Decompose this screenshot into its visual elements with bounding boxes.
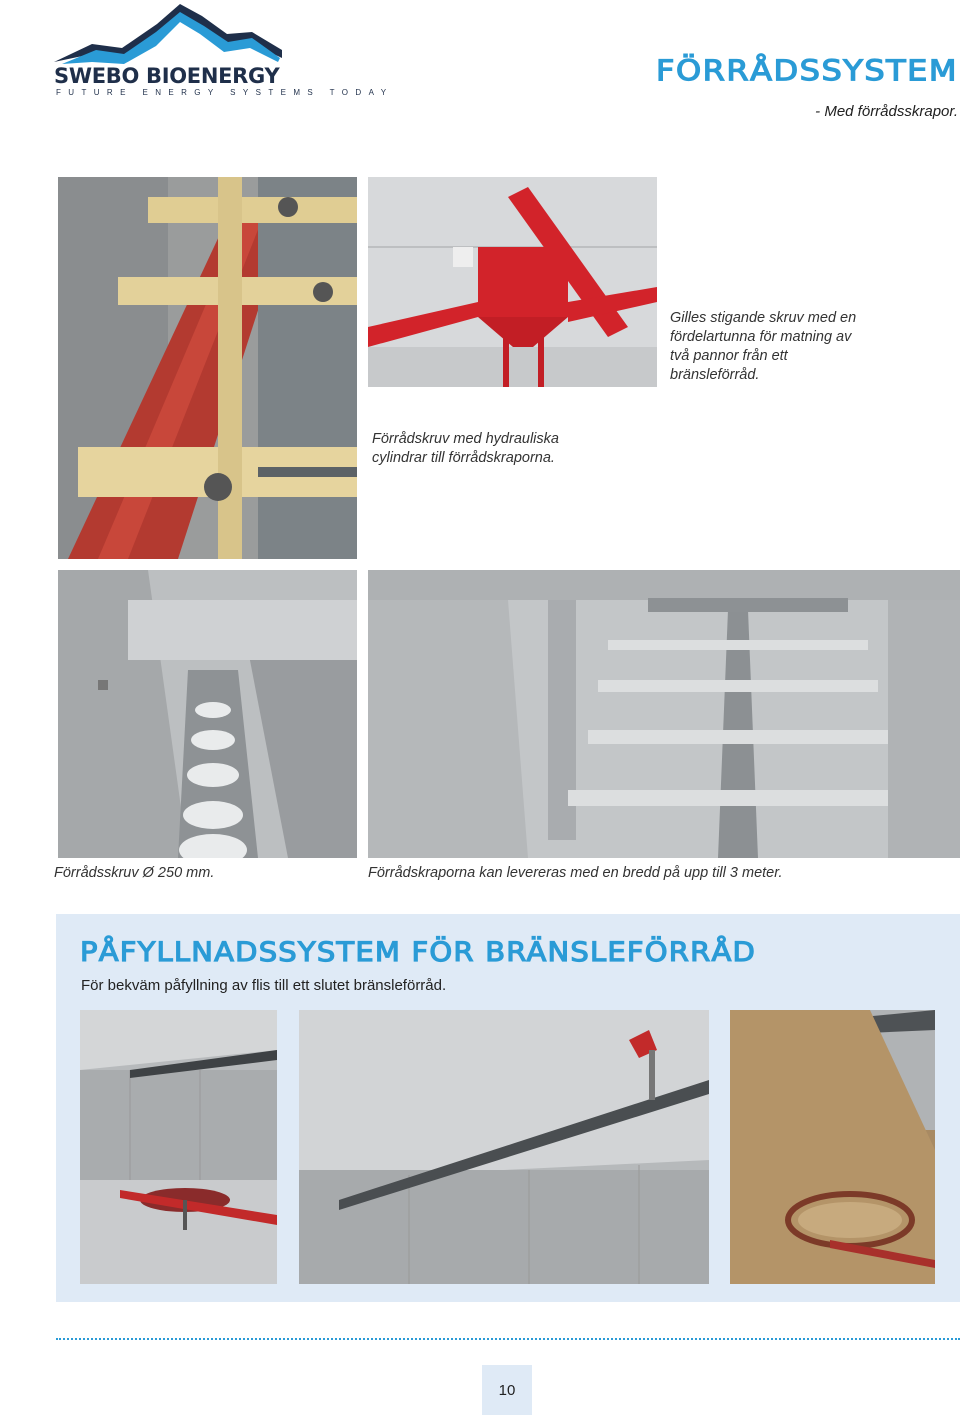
caption-screw-size: Förrådsskruv Ø 250 mm.: [54, 865, 215, 881]
photo-red-screw: [368, 177, 657, 387]
photo-spreader-room: [80, 1010, 277, 1284]
photo-hydraulic-screw: [58, 177, 357, 559]
footer-divider: [56, 1338, 960, 1340]
logo-tagline: FUTURE ENERGY SYSTEMS TODAY: [56, 88, 394, 97]
caption-hydraulic: Förrådskruv med hydrauliska cylindrar till förrådskraporna.: [372, 431, 559, 466]
photo-scrapers: [368, 570, 960, 858]
photo-wood-chips: [730, 1010, 935, 1284]
caption-red-screw: Gilles stigande skruv med en fördelartunna för matning av två pannor från ett bränsleförråd.: [670, 310, 857, 383]
page-subtitle: - Med förrådsskrapor.: [815, 103, 958, 120]
page-number: 10: [482, 1365, 532, 1415]
section-title: PÅFYLLNADSSYSTEM FÖR BRÄNSLEFÖRRÅD: [80, 936, 757, 968]
page-title: FÖRRÅDSSYSTEM: [656, 54, 958, 88]
section-description: För bekväm påfyllning av flis till ett slutet bränsleförråd.: [81, 977, 447, 994]
mountain-logo-icon: [52, 2, 284, 72]
caption-scrapers: Förrådskraporna kan levereras med en bredd på upp till 3 meter.: [368, 865, 783, 881]
photo-filling-screw: [299, 1010, 709, 1284]
photo-screw-channel: [58, 570, 357, 858]
logo-wordmark: SWEBO BIOENERGY: [54, 64, 280, 88]
